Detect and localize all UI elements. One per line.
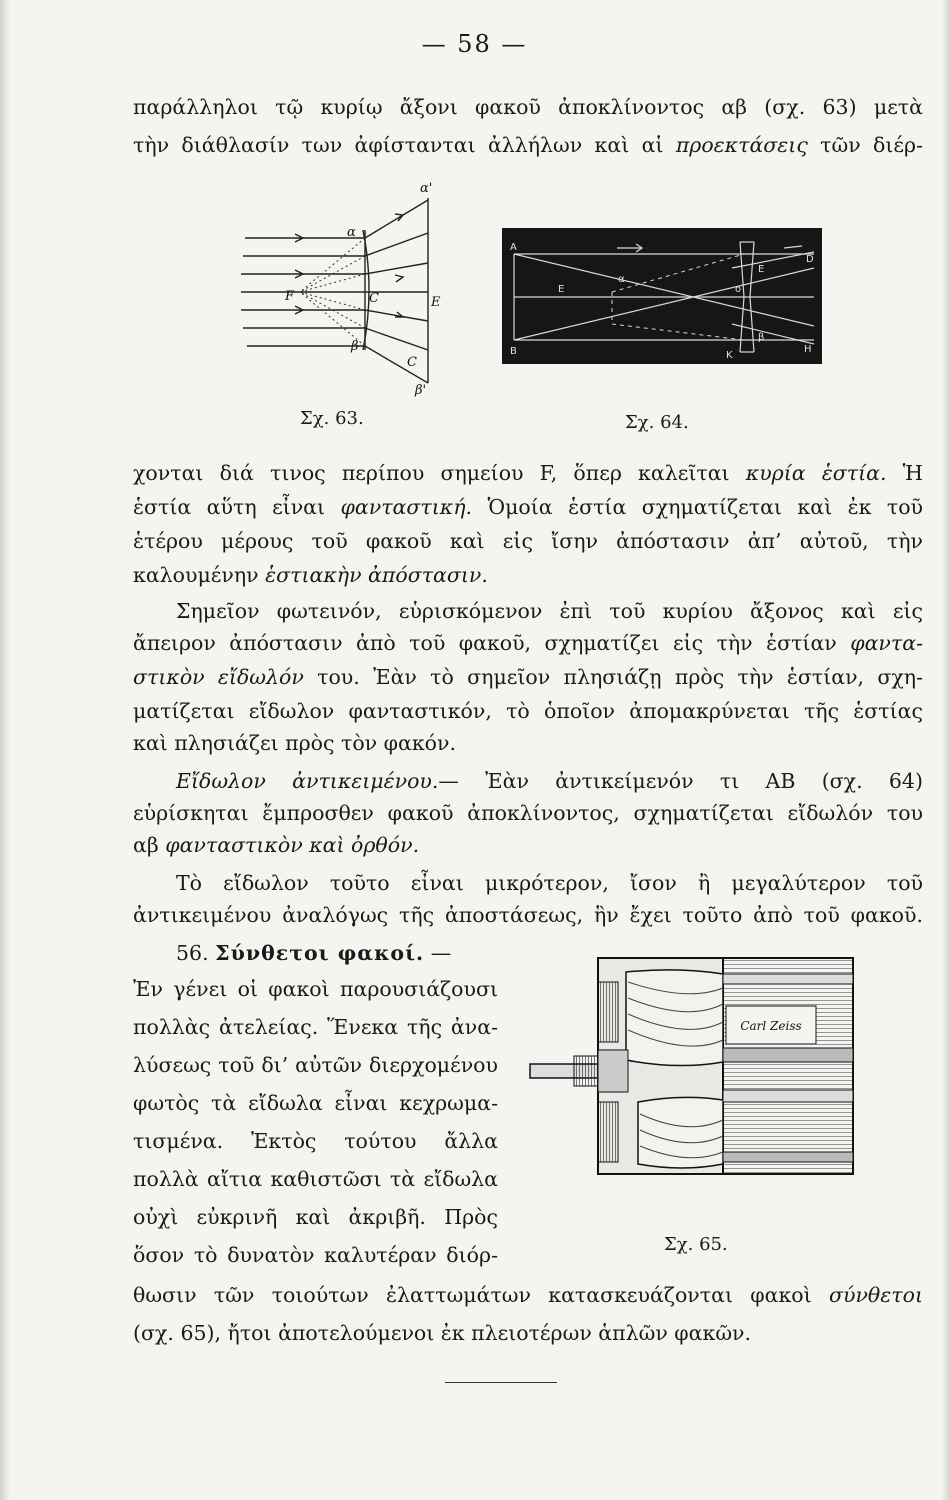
- text-run: του. Ἐὰν τὸ σημεῖον πλησιάζῃ πρὸς τὴν ἑστίαν, σχη-: [303, 665, 924, 689]
- section-56-line-10: (σχ. 65), ἤτοι ἀποτελούμενοι ἐκ πλειοτέρων ἁπλῶν φακῶν.: [133, 1321, 752, 1345]
- intro-line-1: παράλληλοι τῷ κυρίῳ ἄξονι φακοῦ ἀποκλίνοντος αβ (σχ. 63) μετὰ: [133, 95, 923, 119]
- italic-term: στικὸν εἴδωλόν: [133, 665, 304, 689]
- label-C: C: [369, 291, 379, 306]
- para4-line-2: ἀντικειμένου ἀναλόγως τῆς ἀποστάσεως, ἣν ἔχει τοῦτο ἀπὸ τοῦ φακοῦ.: [133, 903, 923, 927]
- label-alpha: α: [347, 225, 356, 240]
- label-D: D: [806, 254, 814, 265]
- para4-line-1: Τὸ εἴδωλον τοῦτο εἶναι μικρότερον, ἴσον ἢ μεγαλύτερον τοῦ: [176, 871, 923, 895]
- section-56-line-7: οὐχὶ εὐκρινῆ καὶ ἀκριβῆ. Πρὸς: [133, 1205, 498, 1229]
- section-title: Σύνθετοι φακοί.: [215, 941, 425, 965]
- figure-63-diverging-lens-diagram: [235, 178, 450, 403]
- label-A: A: [510, 242, 517, 253]
- section-56-heading: [176, 938, 516, 968]
- text-run: ἄπειρον ἀπόστασιν ἀπὸ τοῦ φακοῦ, σχηματίζει εἰς τὴν ἑστίαν: [133, 631, 851, 655]
- italic-term: ἑστιακὴν ἀπόστασιν.: [265, 563, 488, 587]
- figure-63-caption: Σχ. 63.: [300, 408, 364, 429]
- para1-line-1: [133, 458, 923, 488]
- label-alpha: α: [618, 274, 625, 285]
- text-run: ἑστία αὕτη εἶναι: [133, 495, 341, 519]
- page-edge-right: [941, 0, 949, 1500]
- label-E2: E: [758, 264, 765, 275]
- section-56-line-2: πολλὰς ἀτελείας. Ἕνεκα τῆς ἀνα-: [133, 1015, 498, 1039]
- italic-term: Εἴδωλον ἀντικειμένου.: [176, 769, 439, 793]
- text-run: Ἡ: [886, 461, 924, 485]
- heading-dash: —: [430, 941, 452, 965]
- figure-65-caption: Σχ. 65.: [664, 1234, 728, 1255]
- para2-line-5: καὶ πλησιάζει πρὸς τὸν φακόν.: [133, 731, 456, 755]
- text-run: θωσιν τῶν τοιούτων ἐλαττωμάτων κατασκευάζονται φακοὶ: [133, 1283, 830, 1307]
- section-56-line-8: ὅσον τὸ δυνατὸν καλυτέραν διόρ-: [133, 1243, 498, 1267]
- label-beta: β: [351, 339, 359, 354]
- italic-term: φανταστικὸν καὶ ὀρθόν.: [165, 833, 420, 857]
- text-run: Ὁμοία ἑστία σχηματίζεται καὶ ἐκ τοῦ: [472, 495, 923, 519]
- para3-line-1: [176, 766, 923, 796]
- text-run: τῶν διέρ-: [807, 133, 923, 157]
- para1-line-4: [133, 560, 923, 590]
- italic-term: σύνθετοι: [829, 1283, 923, 1307]
- text-run: χονται διά τινος περίπου σημείου F, ὅπερ καλεῖται: [133, 461, 746, 485]
- intro-line-2: [133, 130, 923, 160]
- page-edge-left: [0, 0, 10, 1500]
- para3-line-2: εὑρίσκηται ἔμπροσθεν φακοῦ ἀποκλίνοντος, σχηματίζεται εἴδωλόν του: [133, 801, 923, 825]
- para2-line-1: Σημεῖον φωτεινόν, εὑρισκόμενον ἐπὶ τοῦ κυρίου ἄξονος καὶ εἰς: [176, 599, 923, 623]
- page-number: — 58 —: [421, 30, 528, 58]
- section-56-line-9: [133, 1280, 923, 1310]
- italic-term: φαντα-: [850, 631, 923, 655]
- section-56-line-6: πολλὰ αἴτια καθιστῶσι τὰ εἴδωλα: [133, 1167, 498, 1191]
- italic-term: προεκτάσεις: [675, 133, 808, 157]
- lens-engraving-text: Carl Zeiss: [740, 1019, 802, 1033]
- section-56-line-4: φωτὸς τὰ εἴδωλα εἶναι κεχρωμα-: [133, 1091, 498, 1115]
- label-E: E: [558, 284, 565, 295]
- figure-65-compound-lens-illustration: [528, 952, 868, 1187]
- label-B: B: [510, 346, 517, 357]
- label-o: o: [735, 284, 742, 295]
- para1-line-3: ἑτέρου μέρους τοῦ φακοῦ καὶ εἰς ἴσην ἀπόστασιν ἀπ’ αὐτοῦ, τὴν: [133, 529, 923, 553]
- label-F: F: [285, 289, 295, 304]
- label-beta: β: [758, 332, 765, 343]
- section-number: 56.: [176, 941, 209, 965]
- label-beta-prime: β': [415, 383, 427, 398]
- para2-line-3: [133, 662, 923, 692]
- label-E: E: [431, 295, 441, 310]
- figure-64-object-image-diagram: [502, 228, 822, 368]
- para3-line-3: [133, 830, 923, 860]
- end-rule: [445, 1382, 557, 1383]
- text-run: αβ: [133, 833, 166, 857]
- label-alpha-prime: α': [420, 181, 433, 196]
- section-56-line-1: Ἐν γένει οἱ φακοὶ παρουσιάζουσι: [133, 977, 498, 1001]
- label-C2: C: [407, 355, 417, 370]
- para2-line-2: [133, 628, 923, 658]
- label-K: K: [726, 350, 733, 361]
- text-run: τὴν διάθλασίν των ἀφίστανται ἀλλήλων καὶ αἱ: [133, 133, 676, 157]
- para2-line-4: ματίζεται εἴδωλον φανταστικόν, τὸ ὁποῖον ἀπομακρύνεται τῆς ἑστίας: [133, 699, 923, 723]
- figure-64-caption: Σχ. 64.: [625, 412, 689, 433]
- text-run: — Ἐὰν ἀντικείμενόν τι AB (σχ. 64): [438, 769, 923, 793]
- italic-term: φανταστική.: [340, 495, 472, 519]
- section-56-line-5: τισμένα. Ἐκτὸς τούτου ἄλλα: [133, 1129, 498, 1153]
- label-H: H: [804, 344, 812, 355]
- section-56-line-3: λύσεως τοῦ δι’ αὐτῶν διερχομένου: [133, 1053, 498, 1077]
- para1-line-2: [133, 492, 923, 522]
- text-run: καλουμένην: [133, 563, 266, 587]
- italic-term: κυρία ἑστία.: [745, 461, 887, 485]
